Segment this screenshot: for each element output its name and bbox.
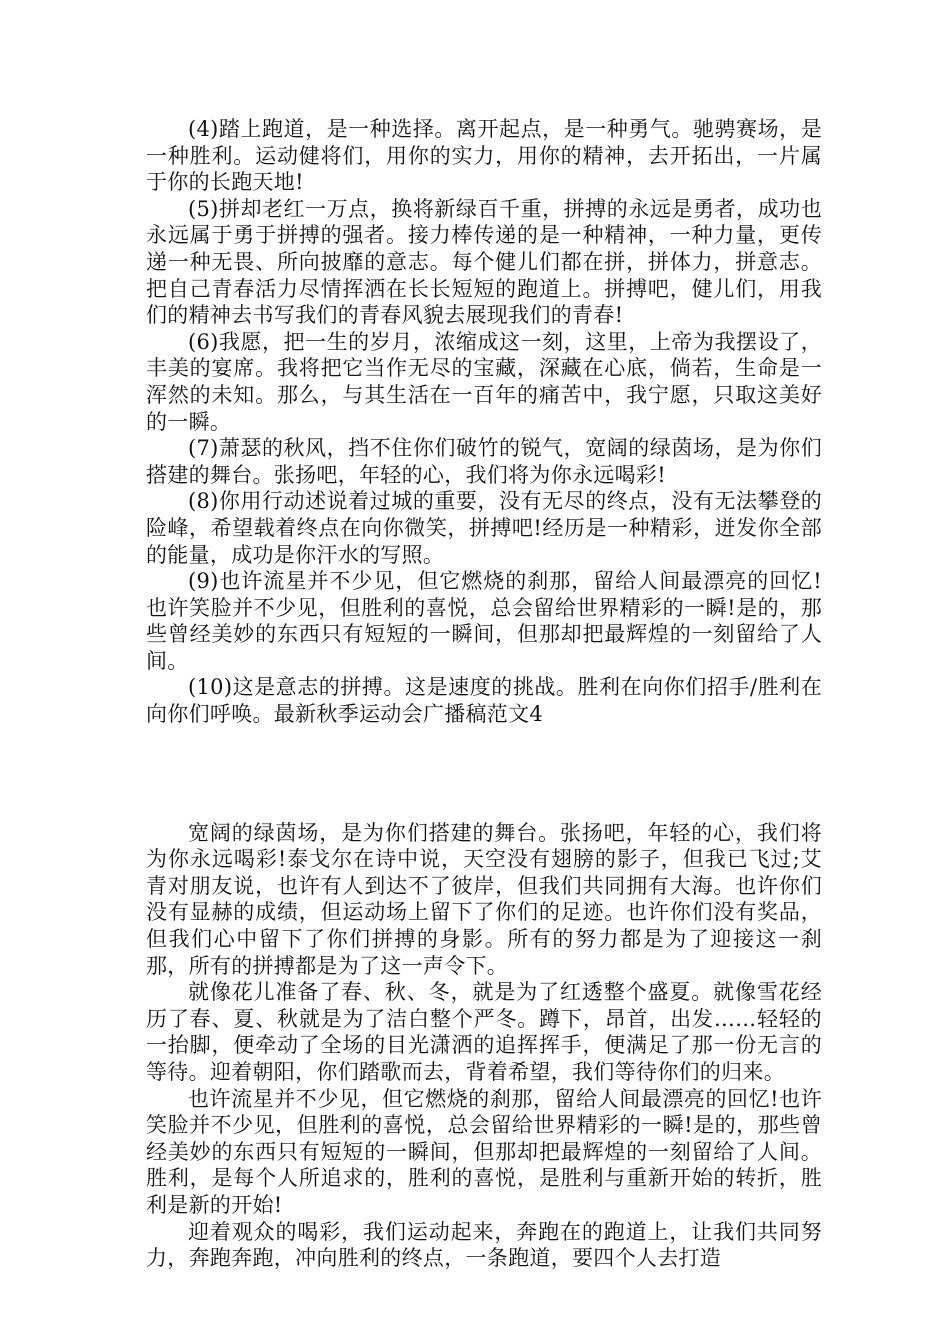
paragraph-9: (9)也许流星并不少见，但它燃烧的刹那，留给人间最漂亮的回忆!也许笑脸并不少见，但胜利的喜悦，总会留给世界精彩的一瞬!是的，那些曾经美妙的东西只有短短的一瞬间，但那却把最辉煌的一刻留给了人间。 — [146, 569, 822, 673]
paragraph-5: (5)拼却老红一万点，换将新绿百千重，拼搏的永远是勇者，成功也永远属于勇于拼搏的强者。接力棒传递的是一种精神，一种力量，更传递一种无畏、所向披靡的意志。每个健儿们都在拼，拼体力，拼意志。把自己青春活力尽情挥洒在长长短短的跑道上。拼搏吧，健儿们，用我们的精神去书写我们的青春风貌去展现我们的青春! — [146, 196, 822, 328]
body-paragraph-2: 就像花儿准备了春、秋、冬，就是为了红透整个盛夏。就像雪花经历了春、夏、秋就是为了洁白整个严冬。蹲下，昂首，出发……轻轻的一抬脚，便牵动了全场的目光潇洒的追挥挥手，便满足了那一份无言的等待。迎着朝阳，你们踏歌而去，背着希望，我们等待你们的归来。 — [146, 980, 822, 1084]
paragraph-4: (4)踏上跑道，是一种选择。离开起点，是一种勇气。驰骋赛场，是一种胜利。运动健将们，用你的实力，用你的精神，去开拓出，一片属于你的长跑天地! — [146, 117, 822, 195]
document-page — [146, 116, 822, 1272]
paragraph-10: (10)这是意志的拼搏。这是速度的挑战。胜利在向你们招手/胜利在向你们呼唤。最新秋季运动会广播稿范文4 — [146, 675, 822, 727]
paragraph-8: (8)你用行动述说着过城的重要，没有无尽的终点，没有无法攀登的险峰，希望载着终点在向你微笑，拼搏吧!经历是一种精彩，迸发你全部的能量，成功是你汗水的写照。 — [146, 489, 822, 567]
paragraph-6: (6)我愿，把一生的岁月，浓缩成这一刻，这里，上帝为我摆设了，丰美的宴席。我将把它当作无尽的宝藏，深藏在心底，倘若，生命是一浑然的未知。那么，与其生活在一百年的痛苦中，我宁愿，只取这美好的一瞬。 — [146, 329, 822, 434]
body-paragraph-3: 也许流星并不少见，但它燃烧的刹那，留给人间最漂亮的回忆!也许笑脸并不少见，但胜利的喜悦，总会留给世界精彩的一瞬!是的，那些曾经美妙的东西只有短短的一瞬间，但那却把最辉煌的一刻留给了人间。胜利，是每个人所追求的，胜利的喜悦，是胜利与重新开始的转折，胜利是新的开始! — [146, 1086, 822, 1217]
body-paragraph-4: 迎着观众的喝彩，我们运动起来，奔跑在的跑道上，让我们共同努力，奔跑奔跑，冲向胜利的终点，一条跑道，要四个人去打造 — [146, 1219, 822, 1271]
paragraph-7: (7)萧瑟的秋风，挡不住你们破竹的锐气，宽阔的绿茵场，是为你们搭建的舞台。张扬吧，年轻的心，我们将为你永远喝彩! — [146, 436, 822, 487]
section-gap — [146, 728, 822, 820]
body-paragraph-1: 宽阔的绿茵场，是为你们搭建的舞台。张扬吧，年轻的心，我们将为你永远喝彩!泰戈尔在诗中说，天空没有翅膀的影子，但我已飞过;艾青对朋友说，也许有人到达不了彼岸，但我们共同拥有大海。也许你们没有显赫的成绩，但运动场上留下了你们的足迹。也许你们没有奖品，但我们心中留下了你们拼搏的身影。所有的努力都是为了迎接这一刹那，所有的拼搏都是为了这一声令下。 — [146, 820, 822, 978]
